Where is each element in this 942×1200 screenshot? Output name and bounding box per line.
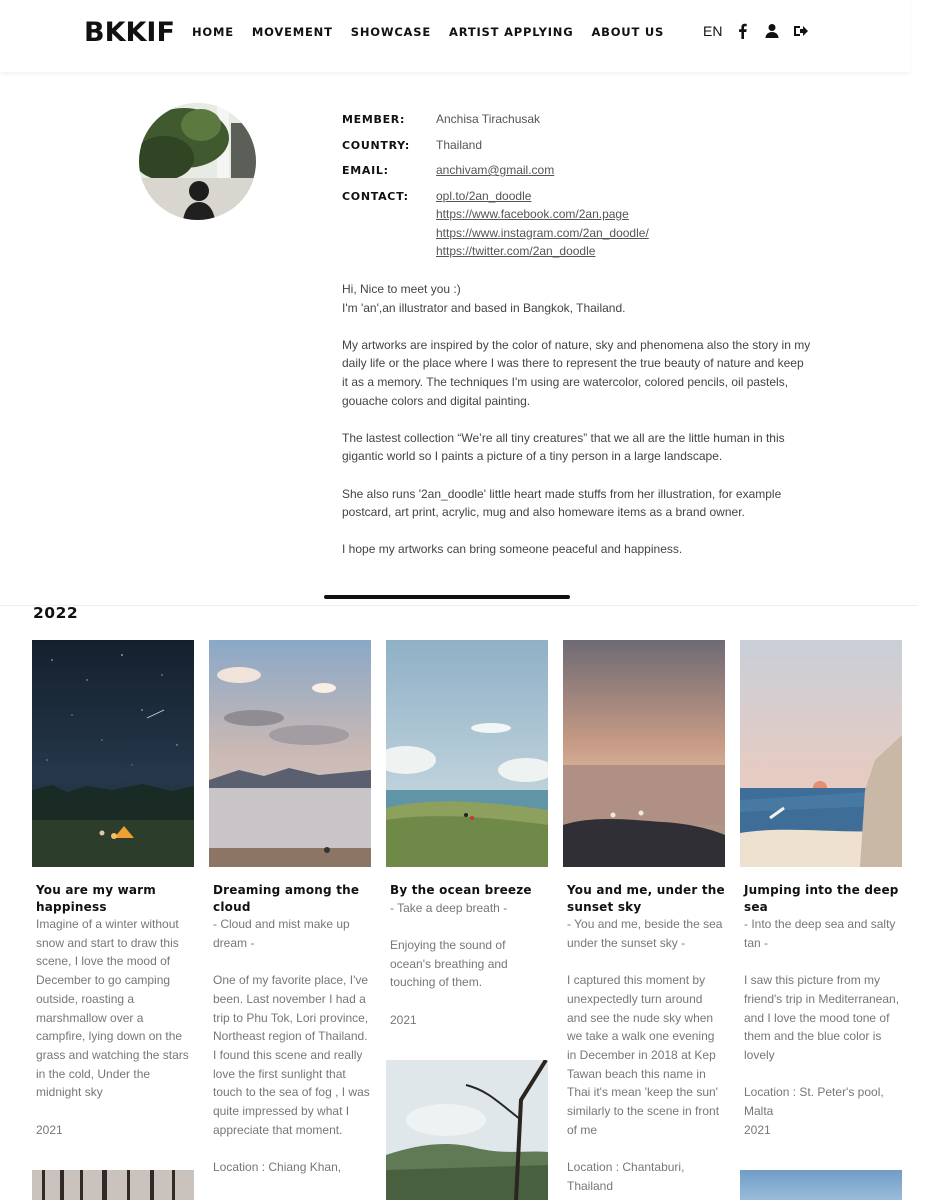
artwork-image[interactable] [32,640,194,867]
contact-link-opl[interactable]: opl.to/2an_doodle [436,188,532,203]
sign-out-icon[interactable] [793,23,809,39]
bio-intro: I'm 'an',an illustrator and based in Bangkok, Thailand. [342,300,626,315]
contact-link-instagram[interactable]: https://www.instagram.com/2an_doodle/ [436,225,649,240]
site-logo[interactable]: BKKIF [84,17,175,48]
member-label: MEMBER: [342,113,406,126]
artwork-image[interactable] [209,640,371,867]
artwork-card[interactable] [740,640,902,1139]
artwork-subtitle: - Into the deep sea and salty tan - [744,917,896,950]
artwork-image[interactable] [563,640,725,867]
country-label: COUNTRY: [342,138,410,152]
bio-greeting: Hi, Nice to meet you :) [342,282,461,296]
contact-link-facebook[interactable]: https://www.facebook.com/2an.page [436,207,629,221]
contact-label: CONTACT: [342,189,409,203]
nav-showcase[interactable]: SHOWCASE [350,25,431,39]
artist-info [342,110,649,268]
artwork-subtitle: - You and me, beside the sea under the sunset sky - [567,917,723,950]
artwork-image[interactable] [32,1170,194,1200]
artwork-location: Location : Chantaburi, Thailand [567,1160,685,1193]
section-divider [0,605,918,606]
artwork-description: I captured this moment by unexpectedly turn around and see the nude sky when we take a walk one evening in December in 2018 at Kep Tawan beach this name in Thai it's mean 'keep the sun' similarly to the scene in front of me [567,973,720,1137]
bio-paragraph-2: The lastest collection “We’re all tiny creatures” that we all are the little human in this gigantic world so I paints a picture of a tiny person in a large landscape. [342,430,785,464]
artwork-card[interactable] [32,640,194,1139]
email-link[interactable]: anchivam@gmail.com [436,163,555,177]
country-value: Thailand [436,137,483,152]
artwork-title[interactable]: Jumping into the deep sea [744,883,899,914]
site-header [0,0,910,72]
artwork-location: Location : St. Peter's pool, Malta [744,1085,884,1118]
language-switcher[interactable]: EN [703,23,723,39]
contact-links [436,187,649,261]
artwork-title[interactable]: You and me, under the sunset sky [567,883,725,914]
artist-bio [342,280,812,578]
artist-avatar [139,103,256,220]
contact-link-twitter[interactable]: https://twitter.com/2an_doodle [436,244,596,258]
artwork-year: 2021 [744,1122,771,1137]
artwork-year: 2021 [390,1012,417,1027]
horizontal-scrollbar[interactable] [324,595,570,599]
facebook-icon[interactable] [735,23,751,39]
artwork-image[interactable] [740,1170,902,1200]
artwork-description: Enjoying the sound of ocean's breathing and touching of them. [390,937,508,990]
artwork-image[interactable] [740,640,902,867]
artwork-title[interactable]: By the ocean breeze [390,883,532,897]
bio-paragraph-4: I hope my artworks can bring someone peaceful and happiness. [342,542,683,557]
artwork-title[interactable]: You are my warm happiness [36,883,156,914]
user-icon[interactable] [764,23,780,39]
artwork-card[interactable] [209,640,371,1177]
artwork-image[interactable] [386,1060,548,1200]
artwork-description: I saw this picture from my friend's trip in Mediterranean, and I love the mood tone of them and the blue color is lovely [744,973,900,1062]
header-actions [703,23,809,39]
member-name: Anchisa Tirachusak [436,112,541,126]
nav-home[interactable]: HOME [192,25,234,39]
artwork-subtitle: - Cloud and mist make up dream - [213,917,350,950]
artwork-description: Imagine of a winter without snow and start to draw this scene, I love the mood of December to go camping outside, roasting a marshmallow over a campfire, lying down on the grass and watching the stars in the cold, Under the midnight sky [36,917,189,1100]
main-nav [192,25,664,39]
artwork-year: 2021 [36,1122,63,1137]
artwork-image[interactable] [386,640,548,867]
artwork-card[interactable] [386,640,548,1029]
bio-paragraph-1: My artworks are inspired by the color of nature, sky and phenomena also the story in my daily life or the place where I was there to represent the true beauty of nature and keep it as a memory. The techniques I'm using are watercolor, colored pencils, oil pastels, gouache colors and digital painting. [342,337,811,408]
nav-about-us[interactable]: ABOUT US [591,25,665,39]
nav-movement[interactable]: MOVEMENT [251,25,333,39]
nav-artist-applying[interactable]: ARTIST APPLYING [449,25,574,39]
artwork-title[interactable]: Dreaming among the cloud [213,883,360,914]
artwork-description: One of my favorite place, I've been. Last november I had a trip to Phu Tok, Lori province, Northeast region of Thailand. I found this scene and really love the first sunlight that touch to the sea of fog , I was quite impressed by what I appreciate that moment. [213,973,370,1137]
artwork-card[interactable] [563,640,725,1196]
artwork-subtitle: - Take a deep breath - [390,900,508,915]
year-heading: 2022 [33,604,79,622]
email-label: EMAIL: [342,164,389,177]
bio-paragraph-3: She also runs '2an_doodle' little heart made stuffs from her illustration, for example postcard, art print, acrylic, mug and also homeware items as a brand owner. [342,486,782,520]
artwork-location: Location : Chiang Khan, [213,1160,342,1175]
